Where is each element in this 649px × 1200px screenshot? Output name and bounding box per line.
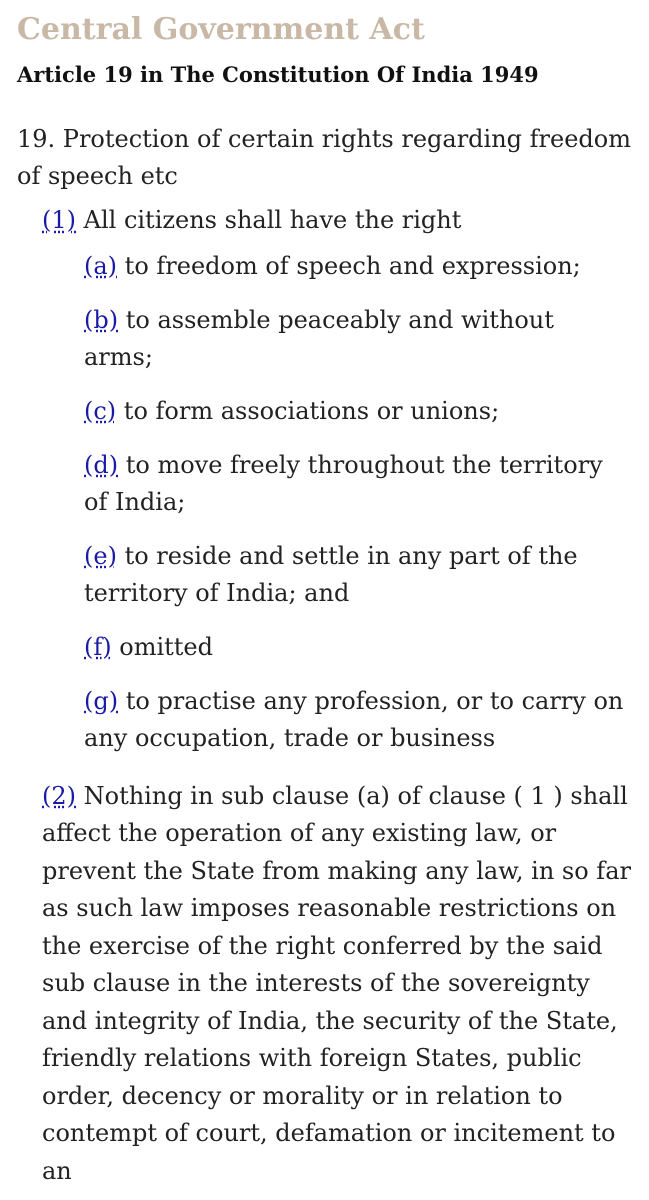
subclause-f-text: omitted — [111, 632, 213, 661]
subclause-d — [84, 447, 629, 521]
subclause-a — [84, 248, 629, 285]
subclause-f — [84, 629, 629, 666]
subclause-c-text: to form associations or unions; — [116, 396, 500, 425]
subclause-b-text: to assemble peaceably and without arms; — [84, 305, 554, 371]
subclause-c — [84, 393, 629, 430]
doc-type-label: Central Government Act — [17, 12, 425, 47]
subclause-list — [17, 248, 642, 757]
subclause-e-link[interactable]: (e) — [84, 541, 117, 570]
clause-1 — [42, 202, 642, 240]
document — [17, 0, 642, 1190]
clause-1-text: All citizens shall have the right — [76, 206, 462, 234]
doc-title: Article 19 in The Constitution Of India 1949 — [17, 62, 539, 87]
subclause-g-link[interactable]: (g) — [84, 686, 119, 715]
subclause-c-link[interactable]: (c) — [84, 396, 117, 425]
clause-2-text: Nothing in sub clause (a) of clause ( 1 ) shall affect the operation of any existing law, or prevent the State from making any law, in so far as such law imposes reasonable restrictions on the exercise of the right conferred by the said sub clause in the interests of the sovereignty and integrity of India, the security of the State, friendly relations with foreign States, public order, decency or morality or in relation to contempt of court, defamation or incitement to an — [42, 781, 631, 1185]
clause-2-link[interactable]: (2) — [42, 781, 76, 810]
subclause-d-text: to move freely throughout the territory of India; — [84, 450, 603, 516]
subclause-e-text: to reside and settle in any part of the territory of India; and — [84, 541, 578, 607]
subclause-a-link[interactable]: (a) — [84, 251, 118, 280]
subclause-e — [84, 538, 629, 612]
clause-2 — [42, 778, 642, 1191]
subclause-b-link[interactable]: (b) — [84, 305, 119, 334]
clause-1-link[interactable]: (1) — [42, 206, 76, 234]
subclause-g — [84, 683, 629, 757]
subclause-a-text: to freedom of speech and expression; — [117, 251, 581, 280]
subclause-b — [84, 302, 629, 376]
subclause-g-text: to practise any profession, or to carry on any occupation, trade or business — [84, 686, 624, 752]
section-heading: 19. Protection of certain rights regarding freedom of speech etc — [17, 125, 632, 190]
subclause-d-link[interactable]: (d) — [84, 450, 119, 479]
subclause-f-link[interactable]: (f) — [84, 632, 112, 661]
